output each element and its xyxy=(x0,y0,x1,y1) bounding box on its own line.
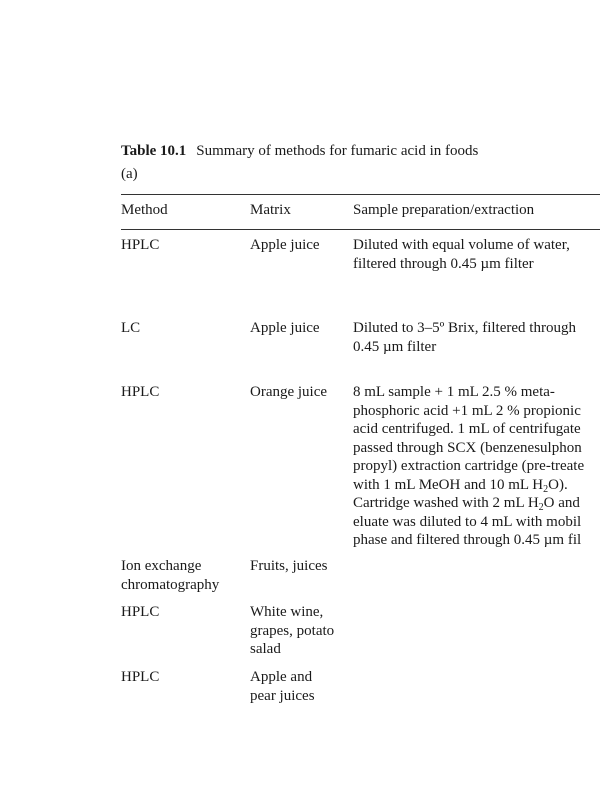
prep-line: phosphoric acid +1 mL 2 % propionic xyxy=(353,402,581,419)
prep-line: acid centrifuged. 1 mL of centrifugate xyxy=(353,421,581,437)
method-cell: HPLC xyxy=(121,669,160,685)
prep-line: passed through SCX (benzenesulphon xyxy=(353,439,582,456)
table-number: Table 10.1 xyxy=(121,143,187,159)
prep-line-text: with 1 mL MeOH and 10 mL H xyxy=(353,476,544,493)
matrix-cell: pear juices xyxy=(250,687,315,704)
subscript: 2 xyxy=(543,483,549,495)
matrix-cell: grapes, potato xyxy=(250,622,335,639)
matrix-cell: Apple juice xyxy=(250,320,320,336)
prep-line: phase and filtered through 0.45 µm fil xyxy=(353,532,582,548)
prep-line: filtered through 0.45 µm filter xyxy=(353,255,534,272)
table-part-label: (a) xyxy=(121,166,138,182)
table-caption xyxy=(121,141,478,161)
prep-line xyxy=(353,494,580,513)
header-method: Method xyxy=(121,202,168,218)
method-cell: HPLC xyxy=(121,237,160,253)
header-rule xyxy=(121,229,600,230)
prep-line-tail: O). xyxy=(548,476,568,493)
subscript: 2 xyxy=(538,502,544,513)
matrix-cell: Apple and xyxy=(250,669,313,685)
method-cell: Ion exchange xyxy=(121,558,202,574)
header-sample-prep: Sample preparation/extraction xyxy=(353,202,535,218)
prep-line: Diluted to 3–5º Brix, filtered through xyxy=(353,320,576,336)
table-title: Summary of methods for fumaric acid in foods xyxy=(196,143,479,159)
prep-line xyxy=(353,476,568,495)
method-cell: HPLC xyxy=(121,604,160,620)
method-cell: chromatography xyxy=(121,576,220,593)
matrix-cell: Apple juice xyxy=(250,237,320,253)
prep-line: Diluted with equal volume of water, xyxy=(353,237,570,253)
prep-line-tail: O and xyxy=(543,495,580,511)
matrix-cell: salad xyxy=(250,641,281,657)
method-cell: HPLC xyxy=(121,384,160,400)
prep-line: eluate was diluted to 4 mL with mobil xyxy=(353,513,582,530)
header-matrix: Matrix xyxy=(250,202,291,218)
prep-line: 8 mL sample + 1 mL 2.5 % meta- xyxy=(353,384,555,400)
method-cell: LC xyxy=(121,320,141,336)
matrix-cell: White wine, xyxy=(250,604,324,620)
top-rule xyxy=(121,194,600,195)
prep-line: 0.45 µm filter xyxy=(353,338,437,355)
matrix-cell: Orange juice xyxy=(250,384,328,400)
prep-line-text: Cartridge washed with 2 mL H xyxy=(353,495,539,511)
matrix-cell: Fruits, juices xyxy=(250,558,328,574)
prep-line: propyl) extraction cartridge (pre-treate xyxy=(353,458,585,474)
